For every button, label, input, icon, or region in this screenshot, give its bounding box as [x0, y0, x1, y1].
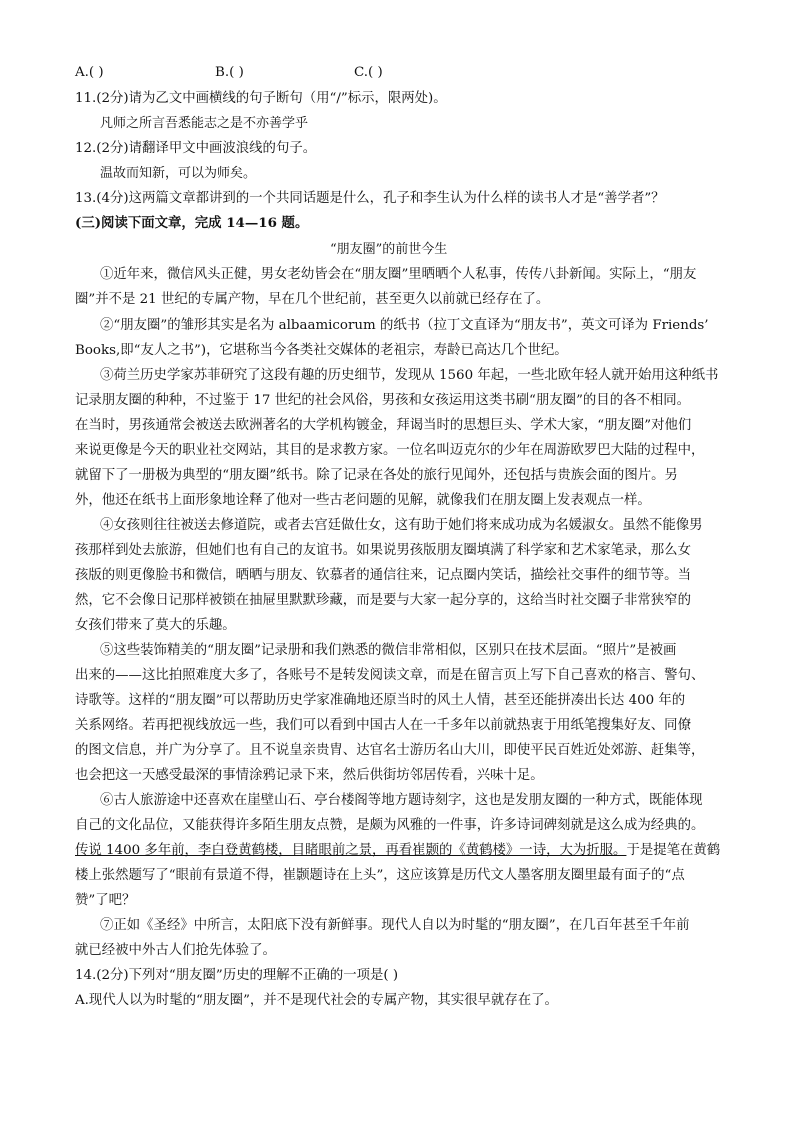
article-line: Books,即“友人之书”)，它堪称当今各类社交媒体的老祖宗，寿龄已高达几个世纪。: [75, 343, 568, 358]
article-line: 女孩们带来了莫大的乐趣。: [75, 618, 236, 633]
article-line: ③荷兰历史学家苏菲研究了这段有趣的历史细节，发现从 1560 年起，一些北欧年轻人就开始用这种纸书: [100, 368, 719, 383]
option-c-blank: C.( ): [354, 65, 383, 80]
article-line: 关系网络。若再把视线放远一些，我们可以看到中国古人在一千多年以前就热衷于用纸笔搜集好友、同僚: [75, 718, 691, 733]
article-line: 的图文信息，并广为分享了。且不说皇亲贵胄、达官名士游历名山大川，即使平民百姓近处郊游、赶集等，: [75, 743, 705, 758]
article-line: 记录朋友圈的种种，不过鉴于 17 世纪的社会风俗，男孩和女孩运用这类书刷“朋友圈”的目的各不相同。: [75, 393, 691, 408]
article-line: ⑦正如《圣经》中所言，太阳底下没有新鲜事。现代人自以为时髦的“朋友圈”，在几百年甚至千年前: [100, 918, 690, 933]
underlined-sentence: 传说 1400 多年前，李白登黄鹤楼，目睹眼前之景，再看崔颢的《黄鹤楼》一诗，大为折服。: [75, 843, 627, 858]
question-11-sentence: 凡师之所言吾悉能志之是不亦善学乎: [100, 116, 309, 131]
article-line-tail: 于是提笔在黄鹤: [626, 843, 721, 858]
article-line: 孩版的则更像脸书和微信，晒晒与朋友、钦慕者的通信往来，记点圈内笑话，描绘社交事件的细节等。当: [75, 568, 691, 583]
article-title: “朋友圈”的前世今生: [330, 242, 448, 257]
article-line: 然，它不会像日记那样被锁在抽屉里默默珍藏，而是要与大家一起分享的，这给当时社交圈子非常狭窄的: [75, 593, 691, 608]
article-line: ⑥古人旅游途中还喜欢在崖壁山石、亭台楼阁等地方题诗刻字，这也是发朋友圈的一种方式，既能体现: [100, 793, 703, 808]
article-line: 来说更像是今天的职业社交网站，其目的是求教方家。一位名叫迈克尔的少年在周游欧罗巴大陆的过程中，: [75, 443, 705, 458]
article-line: 外，他还在纸书上面形象地诠释了他对一些古老问题的见解，就像我们在朋友圈上发表观点一样。: [75, 493, 651, 508]
article-line: ②“朋友圈”的雏形其实是名为 albaamicorum 的纸书（拉丁文直译为“朋友书”，英文可译为 Friends’: [100, 318, 709, 333]
article-line: 出来的——这比拍照难度大多了，各账号不是转发阅读文章，而是在留言页上写下自己喜欢的格言、警句、: [75, 668, 705, 683]
article-line: 赞”了吧？: [75, 893, 136, 908]
article-line: ④女孩则往往被送去修道院，或者去宫廷做仕女，这有助于她们将来成功成为名媛淑女。虽然不能像男: [100, 518, 703, 533]
article-line: 圈”并不是 21 世纪的专属产物，早在几个世纪前，甚至更久以前就已经存在了。: [75, 292, 550, 307]
section-3-heading: (三)阅读下面文章，完成 14—16 题。: [75, 215, 309, 231]
question-11-prompt: 11.(2分)请为乙文中画横线的句子断句（用“/”标示，限两处)。: [75, 91, 447, 106]
article-line: 孩那样到处去旅游，但她们也有自己的友谊书。如果说男孩版朋友圈填满了科学家和艺术家笔录，那么女: [75, 543, 691, 558]
article-line: 楼上张然题写了“眼前有景道不得，崔颢题诗在上头”，这应该算是历代文人墨客朋友圈里最有面子的“点: [75, 868, 685, 883]
option-b-blank: B.( ): [215, 65, 244, 80]
question-12-sentence: 温故而知新，可以为师矣。: [100, 166, 257, 181]
article-line: ①近年来，微信风头正健，男女老幼皆会在“朋友圈”里晒晒个人私事，传传八卦新闻。实际上，“朋友: [100, 267, 697, 282]
answer-options-row: [75, 64, 383, 82]
article-line: 就留下了一册极为典型的“朋友圈”纸书。除了记录在各处的旅行见闻外，还包括与贵族会面的图片。另: [75, 468, 678, 483]
article-line: 就已经被中外古人们抢先体验了。: [75, 943, 276, 958]
option-a-blank: A.( ): [75, 65, 104, 80]
article-line: 在当时，男孩通常会被送去欧洲著名的大学机构镀金，拜谒当时的思想巨头、学术大家，“朋友圈”对他们: [75, 418, 692, 433]
question-14-option-a: A.现代人以为时髦的“朋友圈”，并不是现代社会的专属产物，其实很早就存在了。: [75, 993, 558, 1008]
question-14-prompt: 14.(2分)下列对“朋友圈”历史的理解不正确的一项是( ): [75, 968, 399, 983]
question-13-prompt: 13.(4分)这两篇文章都讲到的一个共同话题是什么，孔子和李生认为什么样的读书人才是“善学者”？: [75, 191, 665, 206]
article-line: ⑤这些装饰精美的“朋友圈”记录册和我们熟悉的微信非常相似，区别只在技术层面。“照片”是被画: [100, 643, 677, 658]
article-line-underlined: [75, 842, 720, 860]
article-line: 自己的文化品位，又能获得许多陌生朋友点赞，是颇为风雅的一件事，许多诗词碑刻就是这么成为经典的。: [75, 818, 705, 833]
article-line: 也会把这一天感受最深的事情涂鸦记录下来，然后供街坊邻居传看，兴味十足。: [75, 768, 544, 783]
article-line: 诗歌等。这样的“朋友圈”可以帮助历史学家准确地还原当时的风土人情，甚至还能拼凑出长达 400 年的: [75, 693, 686, 708]
question-12-prompt: 12.(2分)请翻译甲文中画波浪线的句子。: [75, 141, 317, 156]
